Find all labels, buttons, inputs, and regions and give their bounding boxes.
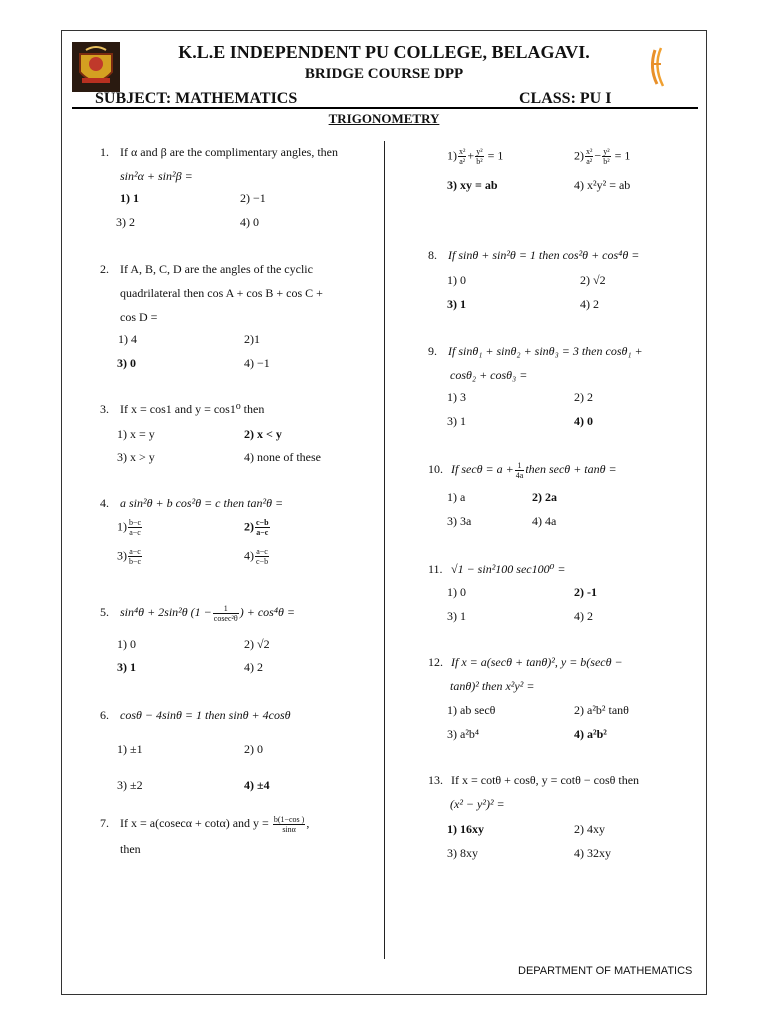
question-11: 11. √1 − sin²100 sec100⁰ = <box>428 562 566 576</box>
q13-option-4[interactable]: 4) 32xy <box>574 846 611 860</box>
q3-option-1[interactable]: 1) x = y <box>117 427 155 441</box>
q3-option-2[interactable]: 2) x < y <box>244 427 282 441</box>
q9-option-4[interactable]: 4) 0 <box>574 414 593 428</box>
q13-option-2[interactable]: 2) 4xy <box>574 822 605 836</box>
question-7: 7. If x = a(cosecα + cotα) and y = $\frac{b(1-\cos )}{\sin\alpha}$ , then <box>100 814 310 856</box>
question-6: 6. cosθ − 4sinθ = 1 then sinθ + 4cosθ <box>100 708 291 722</box>
q7-option-1[interactable]: 1) $\frac{\text{x²}}{\text{a²}}$ + $\frac{\text{y²}}{\text{b²}}$ = 1 <box>447 147 504 166</box>
question-3: 3. If x = cos1 and y = cos1⁰ then <box>100 402 265 416</box>
q11-option-1[interactable]: 1) 0 <box>447 585 466 599</box>
class-label: CLASS: PU I <box>519 90 612 107</box>
q10-option-4[interactable]: 4) 4a <box>532 514 557 528</box>
q6-option-1[interactable]: 1) ±1 <box>117 742 143 756</box>
q4-option-4[interactable]: 4) $\frac{a-c}{c-b}$ <box>244 547 269 566</box>
q12-option-3[interactable]: 3) a²b⁴ <box>447 727 480 741</box>
q9-option-1[interactable]: 1) 3 <box>447 390 466 404</box>
question-8: 8. If sinθ + sin²θ = 1 then cos²θ + cos⁴θ = <box>428 248 640 262</box>
column-divider <box>384 141 385 959</box>
q3-option-4[interactable]: 4) none of these <box>244 450 321 464</box>
q4-option-3[interactable]: 3) $\frac{a-c}{b-c}$ <box>117 547 142 566</box>
q7-option-3[interactable]: 3) xy = ab <box>447 178 498 192</box>
q2-option-2[interactable]: 2)1 <box>244 332 260 346</box>
q5-option-3[interactable]: 3) 1 <box>117 660 136 674</box>
q5-option-2[interactable]: 2) √2 <box>244 637 270 651</box>
q12-option-4[interactable]: 4) a²b² <box>574 727 607 741</box>
course-title: BRIDGE COURSE DPP <box>304 66 464 82</box>
q1-option-1[interactable]: 1) 1 <box>120 191 139 205</box>
q11-option-2[interactable]: 2) -1 <box>574 585 597 599</box>
q7-option-4[interactable]: 4) x²y² = ab <box>574 178 631 192</box>
q5-option-4[interactable]: 4) 2 <box>244 660 263 674</box>
q13-option-3[interactable]: 3) 8xy <box>447 846 478 860</box>
q12-option-2[interactable]: 2) a²b² tanθ <box>574 703 629 717</box>
q9-option-3[interactable]: 3) 1 <box>447 414 466 428</box>
question-9: 9. If sinθ₁ + sinθ₂ + sinθ₃ = 3 then cosθ₁ + cosθ₂ + cosθ₃ = <box>428 344 643 382</box>
q8-option-4[interactable]: 4) 2 <box>580 297 599 311</box>
q12-option-1[interactable]: 1) ab secθ <box>447 703 496 717</box>
question-4: 4. a sin²θ + b cos²θ = c then tan²θ = <box>100 496 284 510</box>
q2-option-4[interactable]: 4) −1 <box>244 356 270 370</box>
q8-option-2[interactable]: 2) √2 <box>580 273 606 287</box>
q8-option-1[interactable]: 1) 0 <box>447 273 466 287</box>
q4-option-1[interactable]: 1) $\frac{b-c}{a-c}$ <box>117 518 142 537</box>
q4-option-2[interactable]: 2) $\frac{c-b}{a-c}$ <box>244 518 269 537</box>
question-13: 13. If x = cotθ + cosθ, y = cotθ − cosθ then (x² − y²)² = <box>428 773 640 811</box>
question-10: 10. If secθ = a + $\frac{1}{4a}$ then secθ + tanθ = <box>428 460 617 480</box>
subject-label: SUBJECT: MATHEMATICS <box>95 90 298 107</box>
q11-option-4[interactable]: 4) 2 <box>574 609 593 623</box>
q1-option-2[interactable]: 2) −1 <box>240 191 266 205</box>
q7-option-2[interactable]: 2) $\frac{\text{x²}}{\text{a²}}$ − $\frac{\text{y²}}{\text{b²}}$ = 1 <box>574 147 631 166</box>
college-name: K.L.E INDEPENDENT PU COLLEGE, BELAGAVI. <box>178 42 590 62</box>
q6-option-2[interactable]: 2) 0 <box>244 742 263 756</box>
q9-option-2[interactable]: 2) 2 <box>574 390 593 404</box>
q2-option-1[interactable]: 1) 4 <box>118 332 137 346</box>
q10-option-3[interactable]: 3) 3a <box>447 514 472 528</box>
question-5: 5. sin⁴θ + 2sin²θ (1 − $\frac{1}{\text{cosec²θ}}$ ) + cos⁴θ = <box>100 603 296 623</box>
q3-option-3[interactable]: 3) x > y <box>117 450 155 464</box>
topic-heading: TRIGONOMETRY <box>328 111 440 126</box>
footer-department: DEPARTMENT OF MATHEMATICS <box>518 965 693 977</box>
q6-option-3[interactable]: 3) ±2 <box>117 778 143 792</box>
header-rule <box>72 107 698 109</box>
question-2: 2. If A, B, C, D are the angles of the cyclic quadrilateral then cos A + cos B + cos C + cos D = <box>100 262 323 324</box>
q8-option-3[interactable]: 3) 1 <box>447 297 466 311</box>
question-1: 1. If α and β are the complimentary angles, then sin²α + sin²β = <box>100 145 338 183</box>
question-12: 12. If x = a(secθ + tanθ)², y = b(secθ − tanθ)² then x²y² = <box>428 655 623 693</box>
q1-option-4[interactable]: 4) 0 <box>240 215 259 229</box>
q13-option-1[interactable]: 1) 16xy <box>447 822 484 836</box>
q10-option-1[interactable]: 1) a <box>447 490 466 504</box>
q2-option-3[interactable]: 3) 0 <box>117 356 136 370</box>
q1-option-3[interactable]: 3) 2 <box>116 215 135 229</box>
q10-option-2[interactable]: 2) 2a <box>532 490 557 504</box>
q11-option-3[interactable]: 3) 1 <box>447 609 466 623</box>
q5-option-1[interactable]: 1) 0 <box>117 637 136 651</box>
q6-option-4[interactable]: 4) ±4 <box>244 778 270 792</box>
